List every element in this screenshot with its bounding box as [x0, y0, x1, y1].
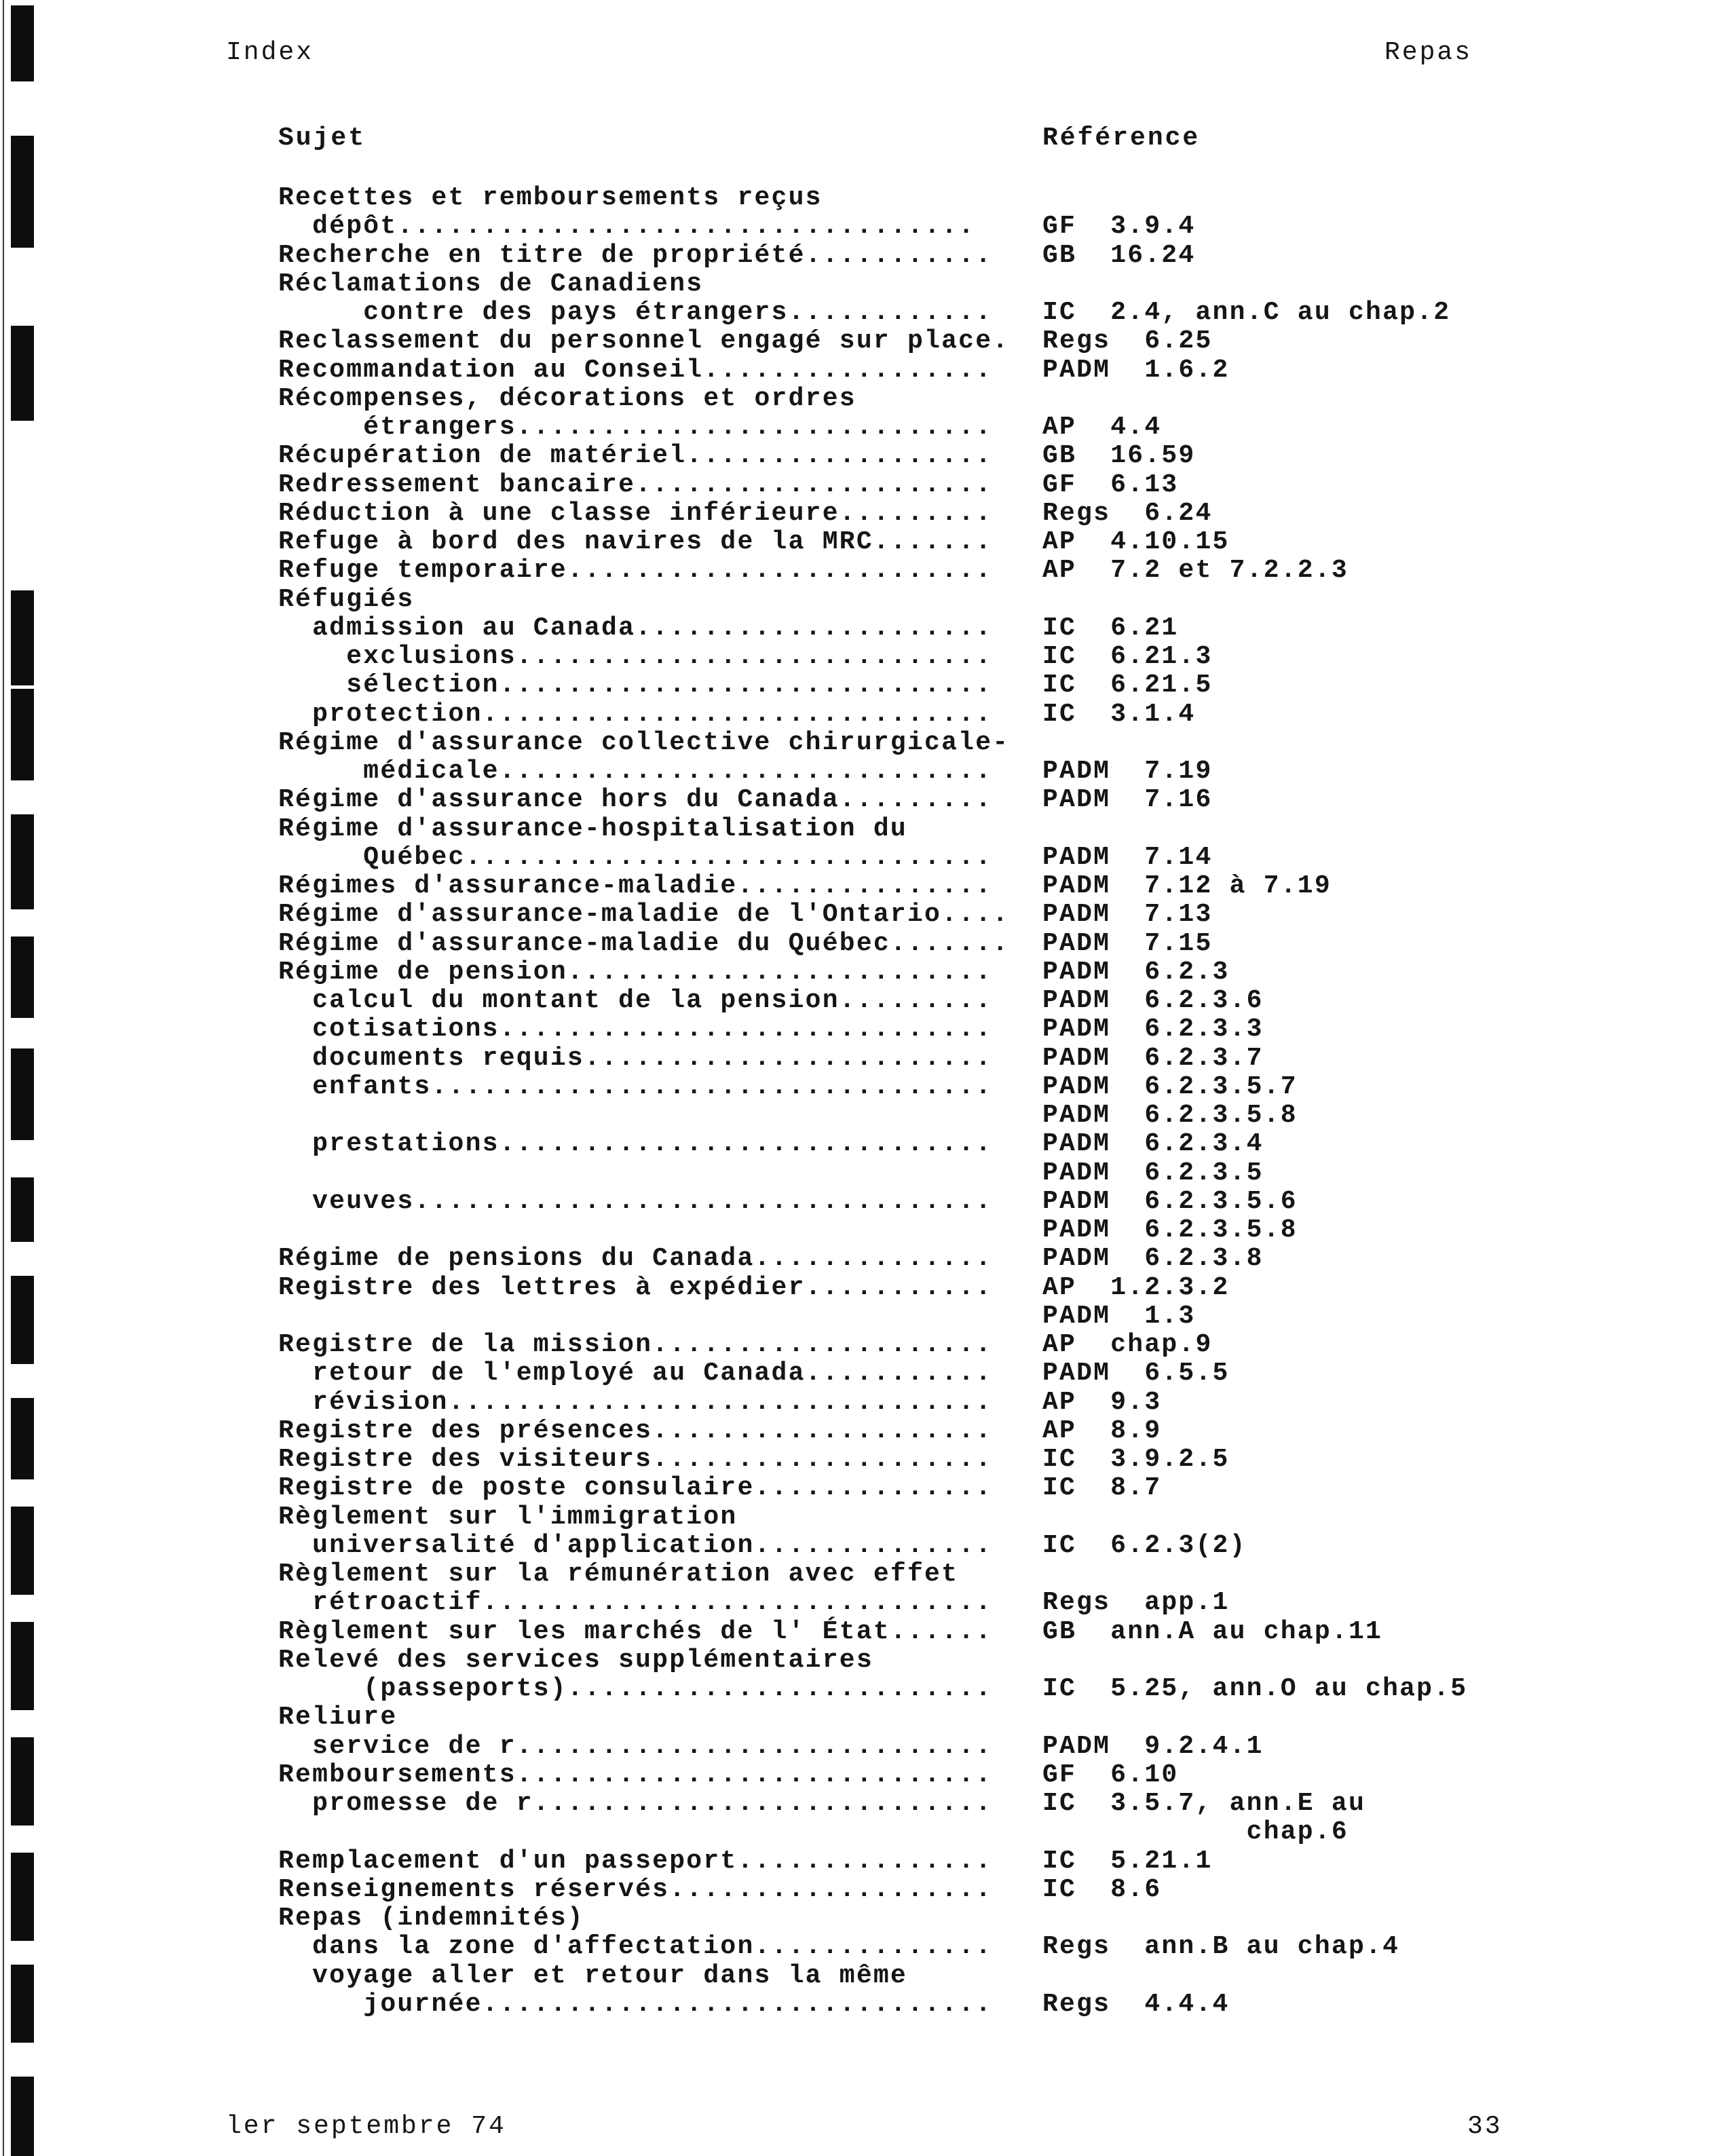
- entry-subject: promesse de r...........................: [278, 1789, 993, 1818]
- entry-subject: Réduction à une classe inférieure.........: [278, 498, 993, 528]
- index-entry: [0, 900, 1715, 928]
- entry-reference: AP chap.9: [1042, 1330, 1213, 1359]
- entry-subject: voyage aller et retour dans la même: [278, 1961, 907, 1990]
- index-entry: [0, 1330, 1715, 1359]
- index-entries: [0, 183, 1715, 2018]
- entry-reference: IC 8.6: [1042, 1874, 1162, 1904]
- entry-reference: PADM 6.2.3.8: [1042, 1244, 1264, 1274]
- index-entry: [0, 1244, 1715, 1272]
- index-entry: [0, 556, 1715, 584]
- index-entry: [0, 843, 1715, 871]
- index-entry: [0, 1703, 1715, 1731]
- entry-reference: PADM 7.14: [1042, 842, 1213, 872]
- entry-subject: sélection.............................: [278, 670, 993, 700]
- index-entry: [0, 1015, 1715, 1043]
- index-entry: [0, 1044, 1715, 1072]
- index-entry: [0, 1359, 1715, 1387]
- entry-subject: Régime d'assurance-hospitalisation du: [278, 814, 907, 844]
- entry-subject: enfants.................................: [278, 1072, 993, 1101]
- index-entry: [0, 1388, 1715, 1416]
- entry-reference: GB ann.A au chap.11: [1042, 1616, 1383, 1646]
- index-entry: [0, 1588, 1715, 1616]
- entry-subject: contre des pays étrangers............: [278, 298, 993, 327]
- entry-reference: PADM 6.2.3.4: [1042, 1129, 1264, 1159]
- entry-reference: IC 6.21.5: [1042, 670, 1213, 700]
- footer-date: ler septembre 74: [226, 2112, 506, 2141]
- entry-reference: PADM 7.19: [1042, 757, 1213, 786]
- entry-reference: PADM 6.2.3.5.7: [1042, 1072, 1298, 1101]
- index-entry: [0, 1101, 1715, 1129]
- index-entry: [0, 1129, 1715, 1158]
- header-left: Index: [226, 38, 314, 67]
- entry-reference: AP 8.9: [1042, 1416, 1162, 1445]
- index-entry: [0, 1273, 1715, 1302]
- index-entry: [0, 1531, 1715, 1559]
- index-entry: [0, 1302, 1715, 1330]
- index-entry: [0, 785, 1715, 814]
- index-entry: [0, 585, 1715, 613]
- entry-subject: Régime d'assurance-maladie du Québec.......: [278, 928, 1010, 958]
- entry-reference: GB 16.24: [1042, 240, 1196, 270]
- entry-reference: GF 3.9.4: [1042, 212, 1196, 242]
- entry-reference: IC 8.7: [1042, 1473, 1162, 1503]
- index-entry: [0, 441, 1715, 470]
- index-entry: [0, 1416, 1715, 1445]
- entry-reference: PADM 1.3: [1042, 1301, 1196, 1331]
- entry-reference: PADM 7.16: [1042, 785, 1213, 815]
- index-entry: [0, 958, 1715, 986]
- index-entry: [0, 814, 1715, 843]
- entry-subject: Reliure: [278, 1703, 398, 1733]
- entry-subject: Régime de pensions du Canada..............: [278, 1244, 993, 1274]
- entry-reference: PADM 6.2.3.6: [1042, 986, 1264, 1015]
- entry-subject: révision................................: [278, 1387, 993, 1417]
- entry-reference: IC 5.21.1: [1042, 1846, 1213, 1876]
- index-entry: [0, 1187, 1715, 1215]
- entry-subject: Règlement sur l'immigration: [278, 1502, 738, 1532]
- entry-reference: AP 9.3: [1042, 1387, 1162, 1417]
- entry-subject: Régime d'assurance-maladie de l'Ontario....: [278, 900, 1010, 930]
- index-entry: [0, 499, 1715, 527]
- entry-subject: Redressement bancaire.....................: [278, 470, 993, 499]
- index-entry: [0, 700, 1715, 728]
- entry-subject: rétroactif..............................: [278, 1588, 993, 1618]
- entry-subject: dans la zone d'affectation..............: [278, 1932, 993, 1962]
- page-number: 33: [1467, 2112, 1503, 2141]
- entry-reference: chap.6: [1042, 1817, 1349, 1847]
- entry-subject: dépôt..................................: [278, 212, 976, 242]
- entry-subject: Recherche en titre de propriété...........: [278, 240, 993, 270]
- index-entry: [0, 356, 1715, 384]
- entry-subject: exclusions............................: [278, 642, 993, 671]
- index-entry: [0, 1158, 1715, 1187]
- index-entry: [0, 1473, 1715, 1502]
- entry-subject: Registre des visiteurs....................: [278, 1445, 993, 1474]
- index-entry: [0, 986, 1715, 1015]
- index-entry: [0, 1674, 1715, 1703]
- entry-subject: Registre de poste consulaire..............: [278, 1473, 993, 1503]
- entry-reference: PADM 6.2.3: [1042, 957, 1230, 987]
- entry-reference: PADM 1.6.2: [1042, 355, 1230, 385]
- index-entry: [0, 1990, 1715, 2018]
- entry-subject: admission au Canada.....................: [278, 613, 993, 643]
- index-entry: [0, 757, 1715, 785]
- entry-reference: PADM 6.5.5: [1042, 1359, 1230, 1388]
- entry-subject: Refuge à bord des navires de la MRC.......: [278, 527, 993, 556]
- entry-subject: médicale.............................: [278, 757, 993, 786]
- entry-subject: veuves..................................: [278, 1186, 993, 1216]
- index-entry: [0, 1215, 1715, 1244]
- index-entry: [0, 613, 1715, 642]
- index-entry: [0, 1932, 1715, 1961]
- entry-subject: journée..............................: [278, 1989, 993, 2019]
- entry-subject: Remplacement d'un passeport...............: [278, 1846, 993, 1876]
- entry-subject: Règlement sur les marchés de l' État......: [278, 1616, 993, 1646]
- entry-reference: Regs ann.B au chap.4: [1042, 1932, 1400, 1962]
- index-entry: [0, 1559, 1715, 1588]
- header-right: Repas: [1384, 38, 1473, 67]
- entry-subject: Renseignements réservés...................: [278, 1874, 993, 1904]
- index-entry: [0, 241, 1715, 269]
- entry-subject: Reclassement du personnel engagé sur place.: [278, 326, 1010, 356]
- entry-reference: IC 5.25, ann.O au chap.5: [1042, 1674, 1468, 1703]
- entry-reference: IC 2.4, ann.C au chap.2: [1042, 298, 1451, 327]
- entry-reference: GF 6.10: [1042, 1760, 1179, 1790]
- index-entry: [0, 1646, 1715, 1674]
- index-entry: [0, 1072, 1715, 1101]
- entry-reference: AP 4.10.15: [1042, 527, 1230, 556]
- entry-subject: Régime d'assurance hors du Canada.........: [278, 785, 993, 815]
- entry-reference: AP 1.2.3.2: [1042, 1272, 1230, 1302]
- entry-subject: Registre de la mission....................: [278, 1330, 993, 1359]
- entry-subject: Récompenses, décorations et ordres: [278, 383, 856, 413]
- entry-reference: PADM 9.2.4.1: [1042, 1731, 1264, 1761]
- entry-reference: PADM 6.2.3.3: [1042, 1015, 1264, 1044]
- index-entry: [0, 1445, 1715, 1473]
- index-entry: [0, 269, 1715, 298]
- entry-subject: Repas (indemnités): [278, 1904, 584, 1933]
- entry-subject: Registre des présences....................: [278, 1416, 993, 1445]
- index-entry: [0, 642, 1715, 670]
- entry-subject: Refuge temporaire.........................: [278, 556, 993, 586]
- entry-reference: PADM 7.15: [1042, 928, 1213, 958]
- index-entry: [0, 1875, 1715, 1904]
- entry-subject: documents requis........................: [278, 1043, 993, 1073]
- column-heading-subject: Sujet: [278, 124, 366, 153]
- entry-subject: Récupération de matériel..................: [278, 441, 993, 471]
- index-entry: [0, 384, 1715, 413]
- entry-reference: Regs 4.4.4: [1042, 1989, 1230, 2019]
- entry-reference: GB 16.59: [1042, 441, 1196, 471]
- index-entry: [0, 527, 1715, 556]
- entry-subject: service de r............................: [278, 1731, 993, 1761]
- index-entry: [0, 1817, 1715, 1846]
- index-entry: [0, 1732, 1715, 1760]
- entry-reference: PADM 6.2.3.5.6: [1042, 1186, 1298, 1216]
- entry-reference: GF 6.13: [1042, 470, 1179, 499]
- index-entry: [0, 728, 1715, 757]
- entry-subject: Relevé des services supplémentaires: [278, 1645, 873, 1675]
- entry-subject: étrangers............................: [278, 413, 993, 442]
- entry-subject: Réfugiés: [278, 584, 415, 614]
- index-entry: [0, 929, 1715, 958]
- index-entry: [0, 212, 1715, 240]
- entry-reference: PADM 7.13: [1042, 900, 1213, 930]
- entry-subject: Registre des lettres à expédier...........: [278, 1272, 993, 1302]
- index-entry: [0, 298, 1715, 326]
- entry-subject: Remboursements............................: [278, 1760, 993, 1790]
- index-entry: [0, 413, 1715, 441]
- index-entry: [0, 1760, 1715, 1789]
- entry-subject: calcul du montant de la pension.........: [278, 986, 993, 1015]
- index-entry: [0, 183, 1715, 212]
- entry-reference: Regs 6.24: [1042, 498, 1213, 528]
- entry-subject: Régimes d'assurance-maladie...............: [278, 871, 993, 901]
- entry-reference: PADM 6.2.3.5: [1042, 1158, 1264, 1188]
- entry-reference: IC 6.21: [1042, 613, 1179, 643]
- index-entry: [0, 871, 1715, 900]
- index-entry: [0, 670, 1715, 699]
- entry-subject: Recettes et remboursements reçus: [278, 183, 823, 212]
- entry-reference: AP 4.4: [1042, 413, 1162, 442]
- index-entry: [0, 1961, 1715, 1990]
- entry-reference: IC 3.9.2.5: [1042, 1445, 1230, 1474]
- index-entry: [0, 326, 1715, 355]
- index-entry: [0, 1617, 1715, 1646]
- entry-subject: Règlement sur la rémunération avec effet: [278, 1559, 959, 1589]
- entry-reference: Regs app.1: [1042, 1588, 1230, 1618]
- entry-reference: PADM 6.2.3.5.8: [1042, 1215, 1298, 1245]
- entry-subject: cotisations.............................: [278, 1015, 993, 1044]
- index-entry: [0, 1904, 1715, 1932]
- entry-reference: PADM 6.2.3.7: [1042, 1043, 1264, 1073]
- entry-reference: IC 6.2.3(2): [1042, 1530, 1247, 1560]
- entry-reference: IC 6.21.3: [1042, 642, 1213, 671]
- entry-subject: retour de l'employé au Canada...........: [278, 1359, 993, 1388]
- entry-subject: Recommandation au Conseil.................: [278, 355, 993, 385]
- entry-reference: IC 3.5.7, ann.E au: [1042, 1789, 1366, 1818]
- entry-subject: Régime d'assurance collective chirurgicale-: [278, 727, 1010, 757]
- index-entry: [0, 1847, 1715, 1875]
- entry-reference: Regs 6.25: [1042, 326, 1213, 356]
- index-entry: [0, 1789, 1715, 1817]
- entry-subject: universalité d'application..............: [278, 1530, 993, 1560]
- entry-reference: AP 7.2 et 7.2.2.3: [1042, 556, 1349, 586]
- entry-reference: PADM 6.2.3.5.8: [1042, 1101, 1298, 1130]
- binder-hole-mark: [11, 2077, 34, 2156]
- index-entry: [0, 470, 1715, 499]
- binder-hole-mark: [11, 5, 34, 81]
- entry-subject: prestations.............................: [278, 1129, 993, 1159]
- entry-subject: Régime de pension.........................: [278, 957, 993, 987]
- entry-subject: Québec...............................: [278, 842, 993, 872]
- entry-subject: (passeports).........................: [278, 1674, 993, 1703]
- entry-subject: Réclamations de Canadiens: [278, 269, 704, 299]
- index-entry: [0, 1502, 1715, 1531]
- entry-subject: protection..............................: [278, 699, 993, 729]
- entry-reference: IC 3.1.4: [1042, 699, 1196, 729]
- entry-reference: PADM 7.12 à 7.19: [1042, 871, 1332, 901]
- column-heading-reference: Référence: [1042, 124, 1201, 153]
